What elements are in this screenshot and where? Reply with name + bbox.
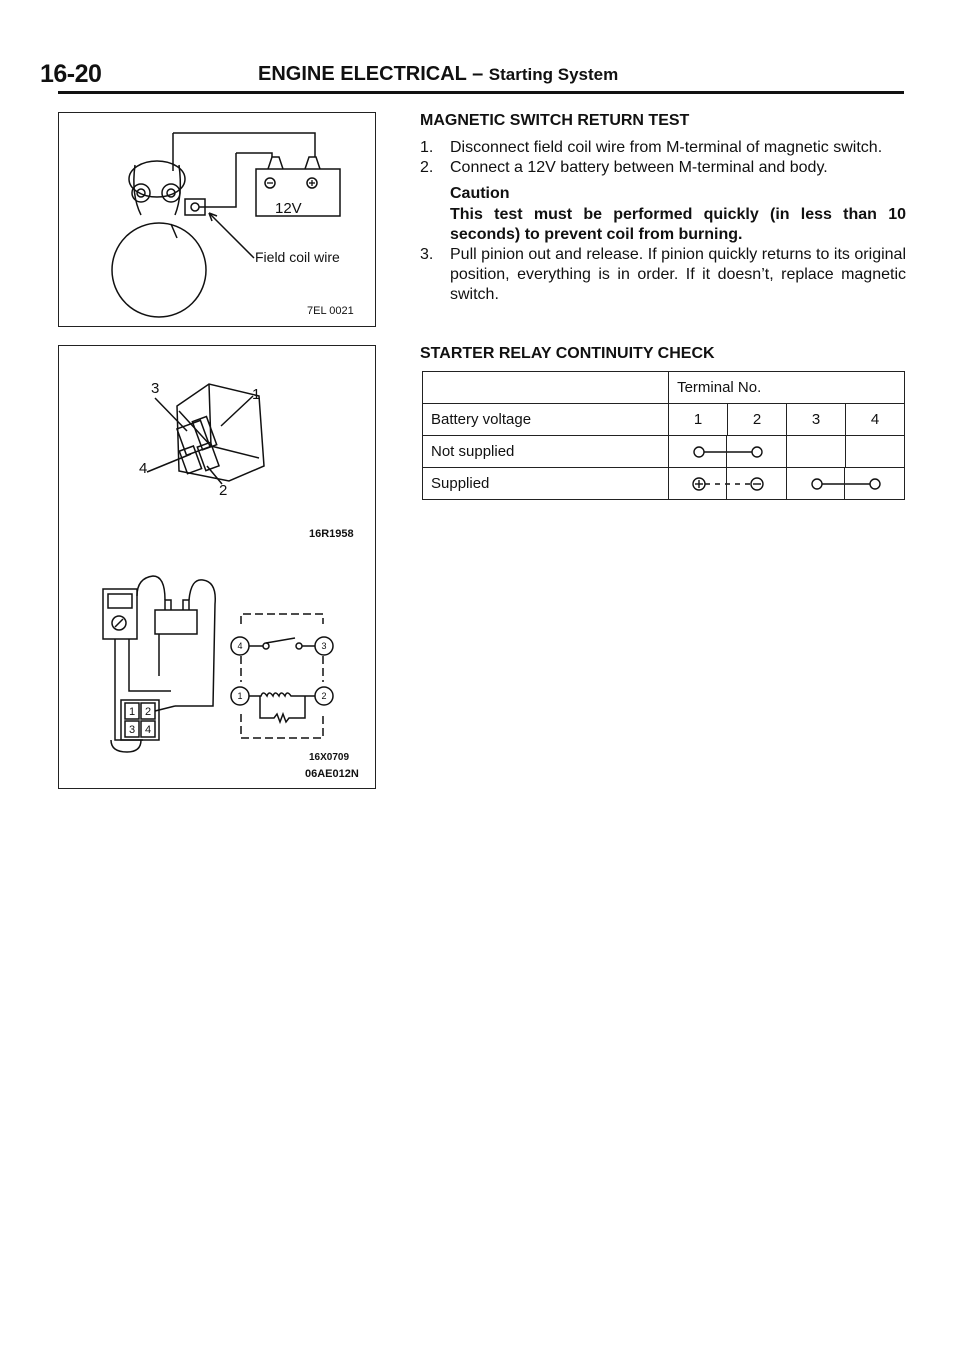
page-title (258, 63, 618, 86)
figure-starter-relay (58, 345, 376, 789)
magnetic-switch-heading: MAGNETIC SWITCH RETURN TEST (420, 112, 690, 129)
circuit-terminal-4: 4 (237, 641, 243, 651)
circuit-terminal-2: 2 (321, 691, 327, 701)
step-3: 3. Pull pinion out and release. If pinion quickly returns to its original position, everything is in order. If it doesn’t, replace magnetic switch. (420, 246, 906, 303)
row-label: Not supplied (423, 436, 669, 468)
relay-terminal-4: 4 (139, 460, 148, 477)
table-header-row (423, 372, 905, 404)
continuity-1-2 (669, 436, 787, 468)
figure-code-top: 16R1958 (309, 528, 354, 540)
relay-terminal-2: 2 (219, 482, 228, 499)
terminal-header: Terminal No. (669, 372, 905, 404)
relay-check-heading: STARTER RELAY CONTINUITY CHECK (420, 345, 715, 362)
table-row (423, 468, 905, 500)
step-1: 1. Disconnect field coil wire from M-terminal of magnetic switch. (420, 139, 883, 156)
continuity-1-2-polarity (669, 468, 787, 500)
terminal-3: 3 (787, 404, 846, 436)
subsection-title: Starting System (488, 65, 619, 84)
figure-code: 06AE012N (305, 768, 359, 780)
continuity-symbol (670, 442, 786, 462)
header-rule (58, 91, 904, 94)
continuity-table (422, 371, 905, 500)
magnetic-switch-diagram (59, 113, 375, 326)
circuit-terminal-1: 1 (237, 691, 243, 701)
meter-terminal-4: 4 (144, 724, 152, 736)
continuity-3-4 (787, 468, 905, 500)
section-title: ENGINE ELECTRICAL (258, 63, 467, 85)
meter-terminal-1: 1 (128, 706, 136, 718)
table-row (423, 436, 905, 468)
row-label: Supplied (423, 468, 669, 500)
page-number: 16-20 (40, 60, 102, 88)
terminal-4: 4 (845, 404, 904, 436)
terminal-1: 1 (669, 404, 728, 436)
meter-terminal-2: 2 (144, 706, 152, 718)
polarity-continuity-symbol (670, 474, 786, 494)
battery-voltage-header: Battery voltage (423, 404, 669, 436)
magnetic-switch-steps (420, 138, 906, 305)
circuit-terminal-3: 3 (321, 641, 327, 651)
caution-text: This test must be performed quickly (in less than 10 seconds) to prevent coil from burning. (450, 206, 906, 243)
meter-terminal-3: 3 (128, 724, 136, 736)
caution-title: Caution (450, 185, 510, 202)
figure-code: 7EL 0021 (307, 305, 354, 317)
relay-terminal-1: 1 (252, 386, 261, 403)
relay-terminal-3: 3 (151, 380, 160, 397)
battery-label: 12V (275, 200, 302, 217)
figure-code-bottom: 16X0709 (309, 752, 350, 763)
field-coil-wire-label: Field coil wire (255, 249, 340, 265)
figure-magnetic-switch (58, 112, 376, 327)
table-row (423, 404, 905, 436)
starter-relay-diagram (59, 346, 375, 788)
title-dash: – (472, 63, 484, 85)
step-2: 2. Connect a 12V battery between M-terminal and body. (420, 159, 828, 176)
continuity-symbol (788, 474, 904, 494)
terminal-2: 2 (728, 404, 787, 436)
page-header (40, 60, 904, 92)
